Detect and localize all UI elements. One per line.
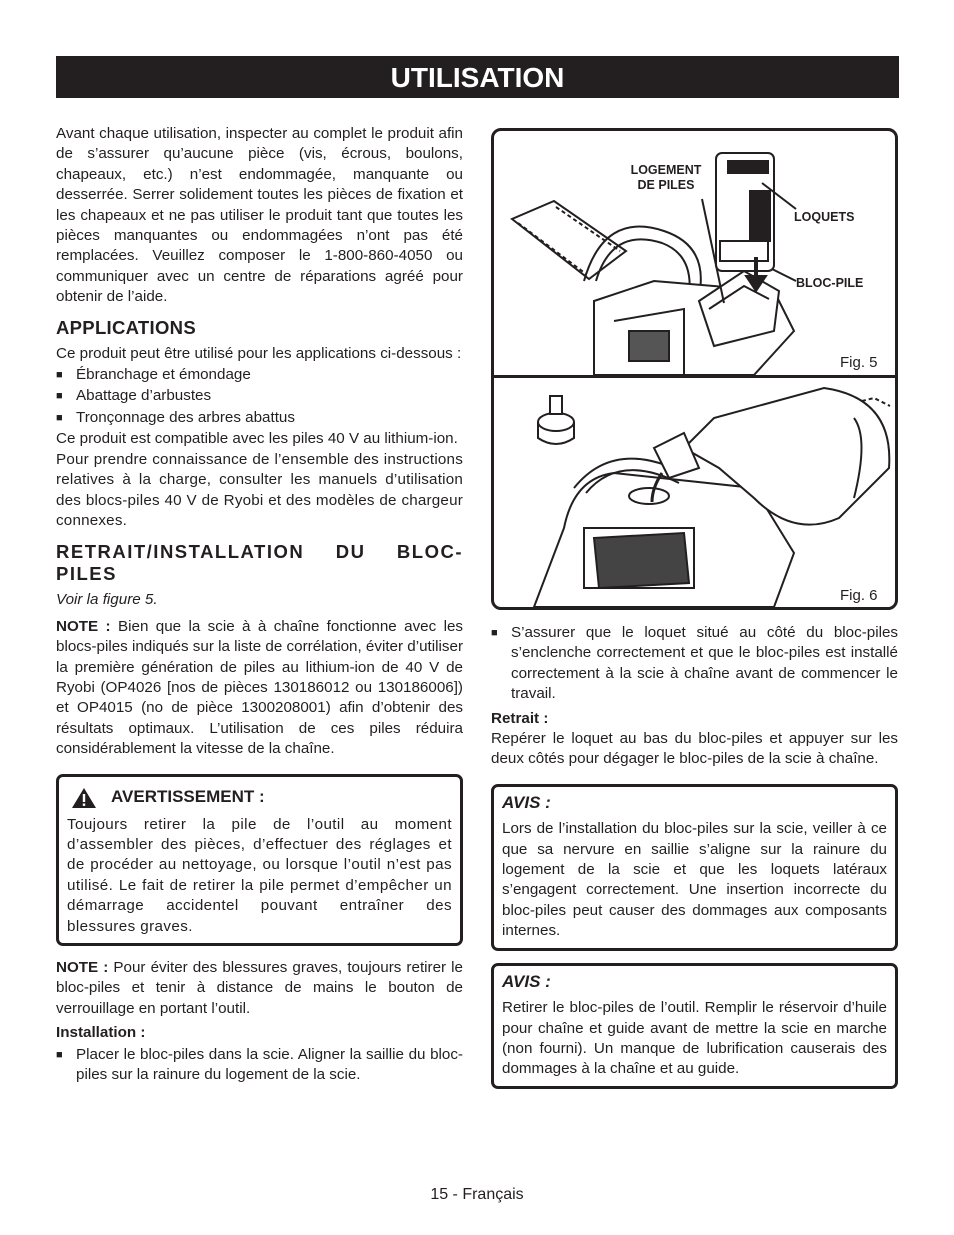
bullet-icon: ■ [56,390,63,403]
list-item: ■ Placer le bloc-piles dans la scie. Aligner la saillie du bloc-piles sur la rainure du logement de la scie. [56,1045,463,1086]
callout-loquets: LOQUETS [794,210,855,224]
warning-icon [71,787,97,809]
retrait-heading: RETRAIT/INSTALLATION DU BLOC-PILES [56,541,463,585]
note-2: NOTE : Pour éviter des blessures graves, toujours retirer le bloc-piles et tenir à distance de mains le bouton de verrouillage en portant l’outil. [56,959,463,1017]
notice-text-2: Retirer le bloc-piles de l’outil. Remplir le réservoir d’huile pour chaîne et guide avant de mettre la scie en marche (non fourni). Un manque de lubrification causerais des dommages à la chaîne et au guide. [502,999,887,1078]
bullet-icon: ■ [56,411,63,424]
applications-heading: APPLICATIONS [56,316,196,338]
intro-paragraph: Avant chaque utilisation, inspecter au complet le produit afin de s’assurer qu’aucune pièce (vis, écrous, boulons, chapeaux, etc.) n’est endommagée, manquante ou desserrée. Serrer solidement toutes les pièces de fixation et les chapeaux et ne pas utiliser le produit tant que toutes les pièces manquantes ou endommagées n’ont pas été remplacées. Veuillez composer le 1-800-860-4050 ou communiquer avec un centre de réparations agréé pour obtenir de l’aide. [56,125,463,306]
left-column [56,124,463,1086]
figure-5-label: Fig. 5 [840,354,878,371]
list-item: ■ Abattage d’arbustes [56,386,463,406]
notice-title-2: AVIS : [502,971,551,991]
notice-text-1: Lors de l’installation du bloc-piles sur la scie, veiller à ce que sa nervure en saillie s’aligne sur la rainure du logement de la scie et que les loquets latéraux s’engagent correctement. Une insertion incorrecte du bloc-piles peut causer des dommages aux composants internes. [502,820,887,940]
see-figure-text: Voir la figure 5. [56,591,158,609]
warning-title: AVERTISSEMENT : [111,787,265,807]
warning-box [56,774,463,946]
page-number: 15 - Français [430,1186,524,1203]
applications-text: Ce produit peut être utilisé pour les applications ci-dessous : [56,344,462,362]
notice-box-1 [491,784,898,951]
bullet-icon: ■ [56,1048,63,1061]
compat-text: Ce produit est compatible avec les piles 40 V au lithium-ion. [56,430,458,448]
oil-fill-illustration [494,378,895,607]
figure-box [491,128,898,610]
list-item: ■ S’assurer que le loquet situé au côté du bloc-piles s’enclenche correctement et que le bloc-piles est installé correctement à la scie à chaîne avant de commencer le travail. [491,623,898,705]
note-1: NOTE : Bien que la scie à à chaîne fonctionne avec les blocs-piles indiqués sur la liste de corrélation, éviter d’utiliser la première génération de piles au lithium-ion de 40 V de Ryobi (OP4026 [nos de pièces 130186012 ou 130186006]) et OP4015 (no de pièce 1300208001) afin d’obtenir des résultats optimaux. L’utilisation de ces piles réduira considérablement la vitesse de la chaîne. [56,617,463,758]
right-column [491,128,898,1089]
notice-title-1: AVIS : [502,792,551,812]
notice-box-2 [491,963,898,1089]
installation-heading: Installation : [56,1024,146,1042]
warning-header [71,787,452,809]
warning-text: Toujours retirer la pile de l’outil au moment d’assembler des pièces, d’effectuer des réglages et de procéder au nettoyage, ou lorsque l’outil n’est pas utilisé. Le fait de retirer la pile permet d’empêcher un démarrage accidentel pouvant entraîner des blessures graves. [67,815,452,935]
charge-text: Pour prendre connaissance de l’ensemble des instructions relatives à la charge, consulter les manuels d’utilisation des blocs-piles 40 V de Ryobi et des modèles de chargeur connexes. [56,450,463,529]
bullet-icon: ■ [56,369,63,382]
retrait-text: Repérer le loquet au bas du bloc-piles et appuyer sur les deux côtés pour dégager le bloc-piles de la scie à chaîne. [491,730,898,768]
figure-6-label: Fig. 6 [840,587,878,604]
list-item: ■ Tronçonnage des arbres abattus [56,408,463,428]
page-title: UTILISATION [56,56,899,98]
bullet-icon: ■ [491,627,498,639]
retrait-subheading: Retrait : [491,709,549,727]
callout-bloc-pile: BLOC-PILE [796,276,864,290]
list-item: ■ Ébranchage et émondage [56,365,463,385]
callout-logement: LOGEMENT DE PILES [630,163,702,192]
